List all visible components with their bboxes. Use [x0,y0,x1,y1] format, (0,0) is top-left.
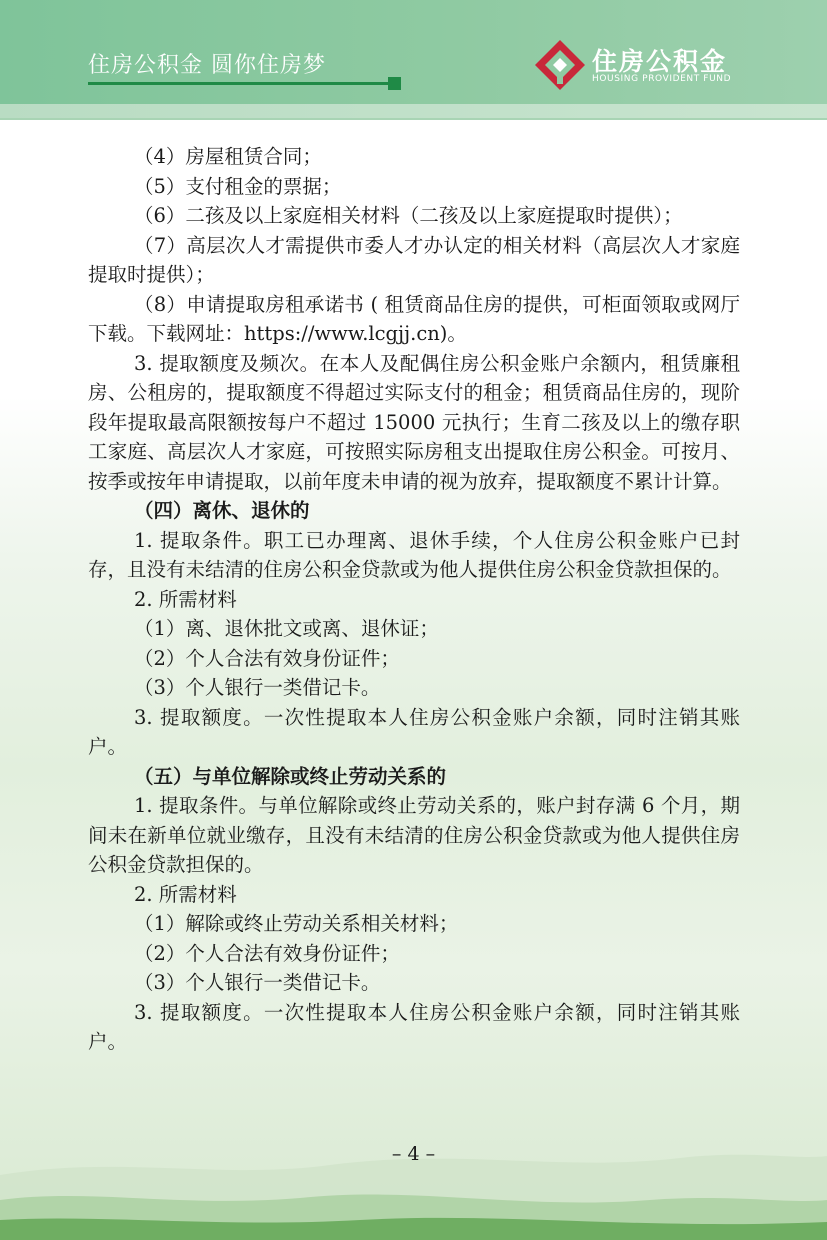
paragraph: （3）个人银行一类借记卡。 [134,971,381,994]
paragraph: （1）离、退休批文或离、退休证； [134,617,439,640]
paragraph: （8）申请提取房租承诺书 ( 租赁商品住房的提供，可柜面领取或网厅下载。下载网址：https://www.lcgjj.cn)。 [88,292,740,345]
paragraph: （3）个人银行一类借记卡。 [134,676,381,699]
paragraph: （7）高层次人才需提供市委人才办认定的相关材料（高层次人才家庭提取时提供）； [88,233,740,286]
paragraph: （4）房屋租赁合同； [134,145,322,168]
header-divider [0,118,827,120]
slogan-square-marker [388,77,401,90]
logo-subtitle: HOUSING PROVIDENT FUND [592,74,732,84]
paragraph: 1. 提取条件。与单位解除或终止劳动关系的，账户封存满 6 个月，期间未在新单位就业缴存，且没有未结清的住房公积金贷款或为他人提供住房公积金贷款担保的。 [88,794,740,876]
paragraph: （2）个人合法有效身份证件； [134,941,400,965]
section-heading: （五）与单位解除或终止劳动关系的 [134,764,447,788]
page-number: – 4 – [391,1143,436,1165]
paragraph: 3. 提取额度。一次性提取本人住房公积金账户余额，同时注销其账户。 [88,1000,740,1053]
housing-fund-logo-icon [533,38,587,92]
paragraph: 3. 提取额度及频次。在本人及配偶住房公积金账户余额内，租赁廉租房、公租房的，提取额度不得超过实际支付的租金；租赁商品住房的，现阶段年提取最高限额按每户不超过 15000 元执行；生育二孩及以上的缴存职工家庭、高层次人才家庭，可按照实际房租支出提取住房公积金。可按月、按季或按年申请提取，以前年度未申请的视为放弃，提取额度不累计计算。 [88,351,740,493]
landscape-decoration [0,1120,827,1240]
paragraph: 1. 提取条件。职工已办理离、退休手续，个人住房公积金账户已封存，且没有未结清的住房公积金贷款或为他人提供住房公积金贷款担保的。 [88,528,740,581]
logo-title: 住房公积金 [592,47,728,76]
paragraph: （5）支付租金的票据； [134,174,342,198]
slogan-underline [88,82,388,85]
header-band [0,104,827,118]
paragraph: （6）二孩及以上家庭相关材料（二孩及以上家庭提取时提供）； [134,204,683,227]
document-body [88,142,740,1057]
paragraph: 2. 所需材料 [134,587,237,611]
paragraph: （1）解除或终止劳动关系相关材料； [134,912,459,935]
paragraph: 2. 所需材料 [134,882,237,906]
paragraph: （2）个人合法有效身份证件； [134,646,400,670]
paragraph: 3. 提取额度。一次性提取本人住房公积金账户余额，同时注销其账户。 [88,705,740,758]
section-heading: （四）离休、退休的 [134,499,310,522]
header-slogan: 住房公积金 圆你住房梦 [88,53,326,78]
